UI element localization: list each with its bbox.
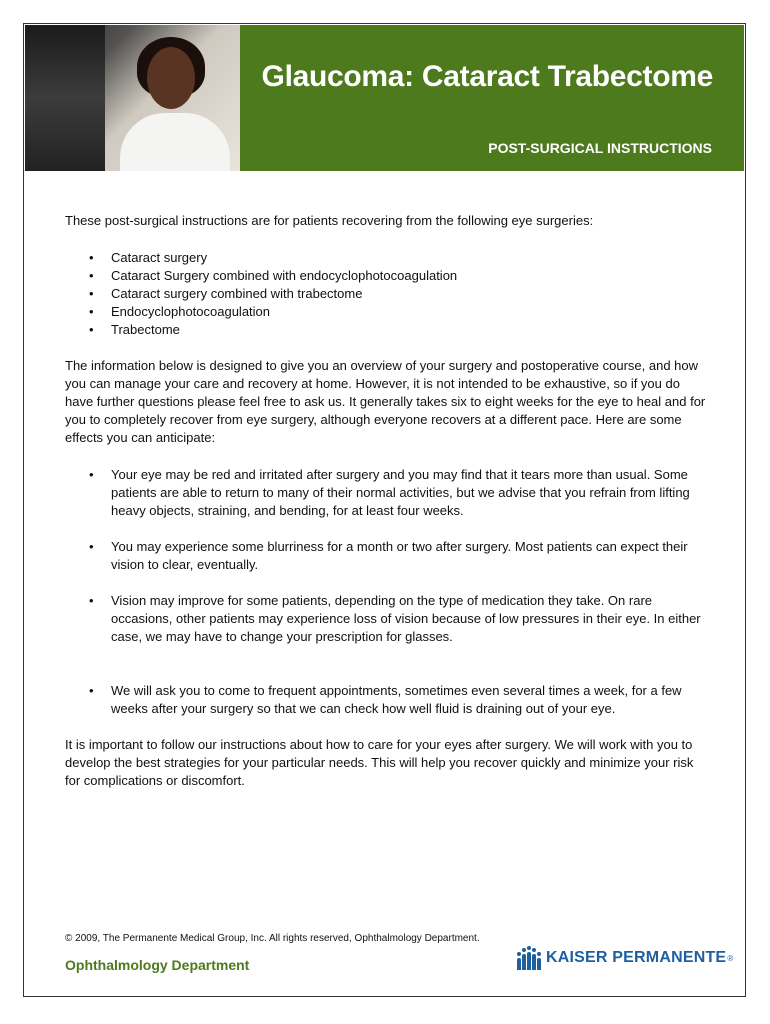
list-item: • Cataract Surgery combined with endocyclophotocoagulation [65,267,710,285]
page-subtitle: POST-SURGICAL INSTRUCTIONS [488,140,712,156]
department-label: Ophthalmology Department [65,957,250,973]
document-page [23,23,746,997]
header-band [240,25,744,171]
copyright-text: © 2009, The Permanente Medical Group, Inc. All rights reserved, Ophthalmology Department. [65,933,480,944]
kp-people-icon [516,946,542,970]
main-content [65,212,710,790]
kaiser-permanente-logo [516,946,733,970]
intro-paragraph: These post-surgical instructions are for patients recovering from the following eye surgeries: [65,213,594,228]
list-item: • Vision may improve for some patients, depending on the type of medication they take. On rare occasions, other patients may experience loss of vision because of low pressures in their eye. In either case, we may have to change your prescription for glasses. [65,592,710,646]
list-item: • You may experience some blurriness for a month or two after surgery. Most patients can expect their vision to clear, eventually. [65,538,710,574]
registered-mark: ® [727,953,734,963]
closing-paragraph: It is important to follow our instructions about how to care for your eyes after surgery. We will work with you to develop the best strategies for your particular needs. This will help you recover quickly and minimize your risk for complications or discomfort. [65,737,694,788]
list-item: • Cataract surgery combined with trabectome [65,285,710,303]
list-item: • Cataract surgery [65,249,710,267]
list-item: • Your eye may be red and irritated after surgery and you may find that it tears more than usual. Some patients are able to return to many of their normal activities, but we advise that you refrain from lifting heavy objects, straining, and bending, for at least four weeks. [65,466,710,520]
overview-paragraph: The information below is designed to give you an overview of your surgery and postoperative course, and how you can manage your care and recovery at home. However, it is not intended to be exhaustive, so if you do have further questions please feel free to ask us. It generally takes six to eight weeks for the eye to heal and for you to completely recover from eye surgery, although everyone recovers at a different pace. Here are some effects you can anticipate: [65,358,706,445]
lab-coat-shape [120,113,230,171]
list-item: • Trabectome [65,321,710,339]
effects-list [65,466,710,718]
doctor-photo [25,25,240,171]
ophthalmic-equipment-shape [25,25,105,171]
page-title: Glaucoma: Cataract Trabectome [261,60,713,93]
list-item: • Endocyclophotocoagulation [65,303,710,321]
list-item: • We will ask you to come to frequent appointments, sometimes even several times a week, for a few weeks after your surgery so that we can check how well fluid is draining out of your eye. [65,682,710,718]
face-shape [147,47,195,109]
surgery-list [65,249,710,339]
kp-logo-text: KAISER PERMANENTE [546,949,727,966]
